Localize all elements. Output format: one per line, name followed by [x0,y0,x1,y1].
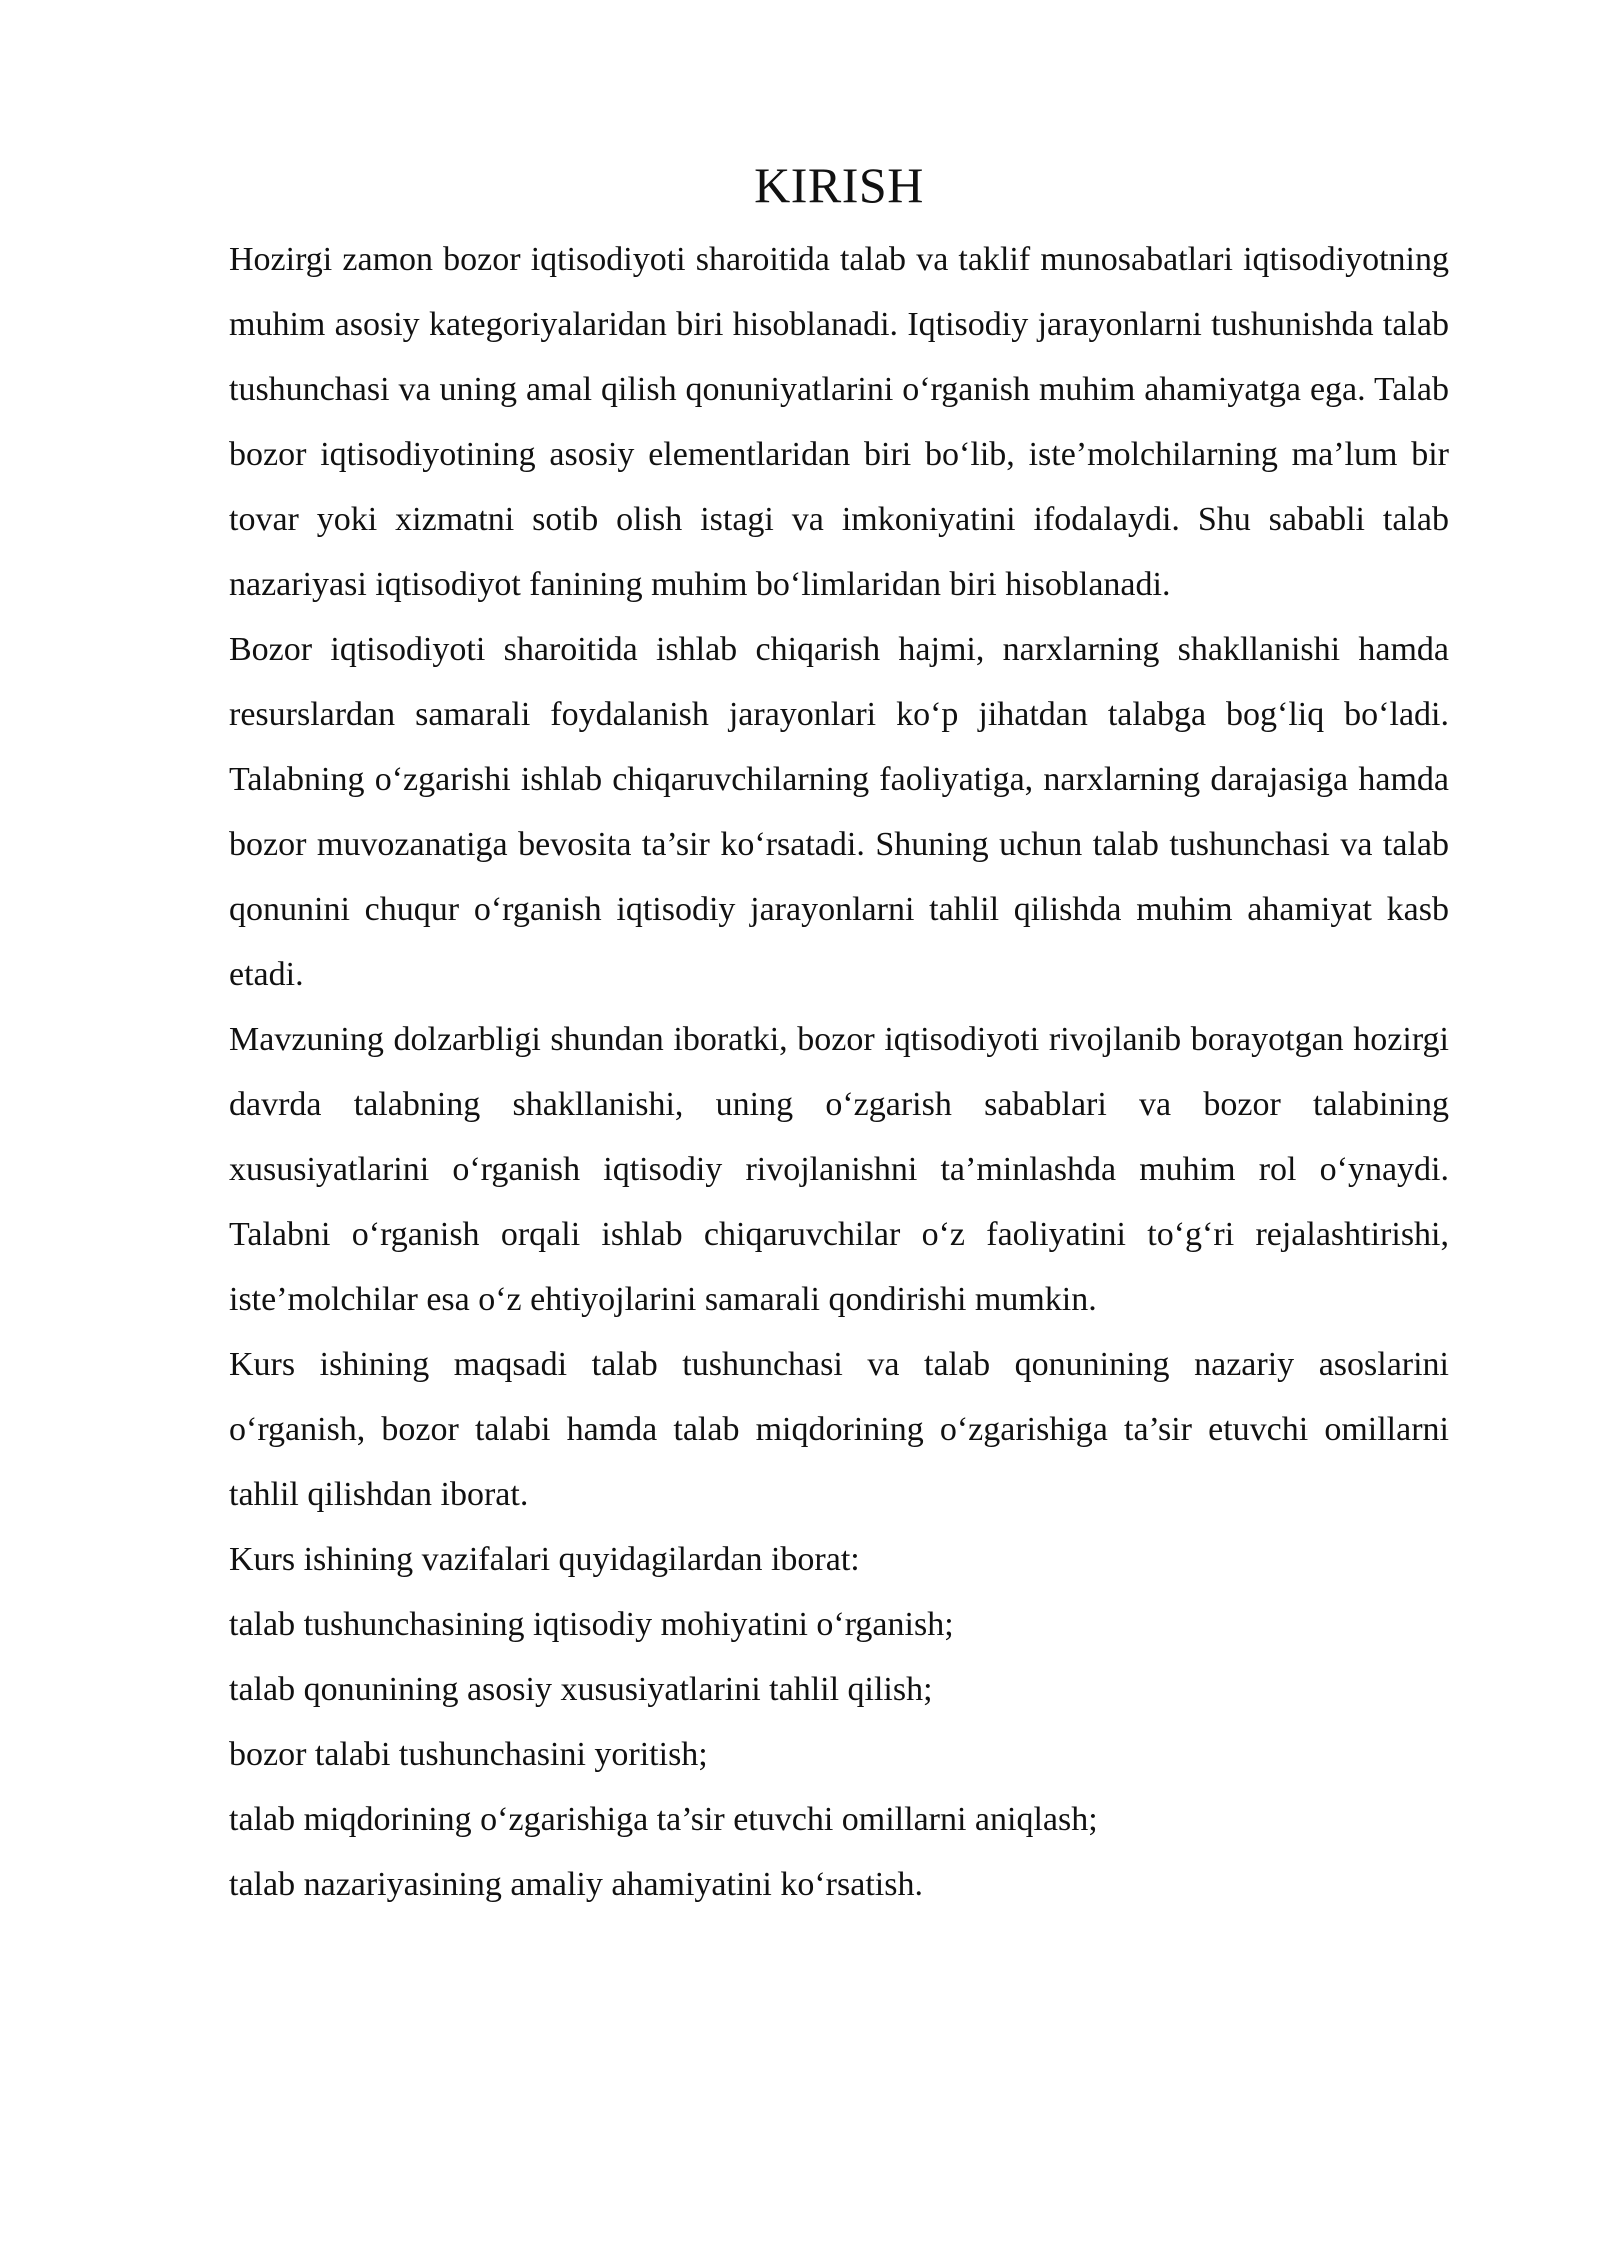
paragraph-intro: Hozirgi zamon bozor iqtisodiyoti sharoitida talab va taklif munosabatlari iqtisodiyotning muhim asosiy kategoriyalaridan biri hisoblanadi. Iqtisodiy jarayonlarni tushunishda talab tushunchasi va uning amal qilish qonuniyatlarini o‘rganish muhim ahamiyatga ega. Talab bozor iqtisodiyotining asosiy elementlaridan biri bo‘lib, iste’molchilarning ma’lum bir tovar yoki xizmatni sotib olish istagi va imkoniyatini ifodalaydi. Shu sababli talab nazariyasi iqtisodiyot fanining muhim bo‘limlaridan biri hisoblanadi. [229,241,1449,603]
tasks-intro: Kurs ishining vazifalari quyidagilardan iborat: [229,1541,860,1578]
task-item: talab qonunining asosiy xususiyatlarini tahlil qilish; [229,1671,933,1708]
task-item: bozor talabi tushunchasini yoritish; [229,1736,708,1773]
paragraph-market-conditions: Bozor iqtisodiyoti sharoitida ishlab chiqarish hajmi, narxlarning shakllanishi hamda resurslardan samarali foydalanish jarayonlari ko‘p jihatdan talabga bog‘liq bo‘ladi. Talabning o‘zgarishi ishlab chiqaruvchilarning faoliyatiga, narxlarning darajasiga hamda bozor muvozanatiga bevosita ta’sir ko‘rsatadi. Shuning uchun talab tushunchasi va talab qonunini chuqur o‘rganish iqtisodiy jarayonlarni tahlil qilishda muhim ahamiyat kasb etadi. [229,631,1449,993]
document-page [229,145,1449,1917]
task-item: talab nazariyasining amaliy ahamiyatini ko‘rsatish. [229,1866,923,1903]
task-item: talab miqdorining o‘zgarishiga ta’sir etuvchi omillarni aniqlash; [229,1801,1098,1838]
paragraph-relevance: Mavzuning dolzarbligi shundan iboratki, bozor iqtisodiyoti rivojlanib borayotgan hozirgi davrda talabning shakllanishi, uning o‘zgarish sabablari va bozor talabining xususiyatlarini o‘rganish iqtisodiy rivojlanishni ta’minlashda muhim rol o‘ynaydi. Talabni o‘rganish orqali ishlab chiqaruvchilar o‘z faoliyatini to‘g‘ri rejalashtirishi, iste’molchilar esa o‘z ehtiyojlarini samarali qondirishi mumkin. [229,1021,1449,1318]
page-title: KIRISH [754,157,924,213]
task-item: talab tushunchasining iqtisodiy mohiyatini o‘rganish; [229,1606,954,1643]
paragraph-goal: Kurs ishining maqsadi talab tushunchasi va talab qonunining nazariy asoslarini o‘rganish, bozor talabi hamda talab miqdorining o‘zgarishiga ta’sir etuvchi omillarni tahlil qilishdan iborat. [229,1346,1449,1513]
